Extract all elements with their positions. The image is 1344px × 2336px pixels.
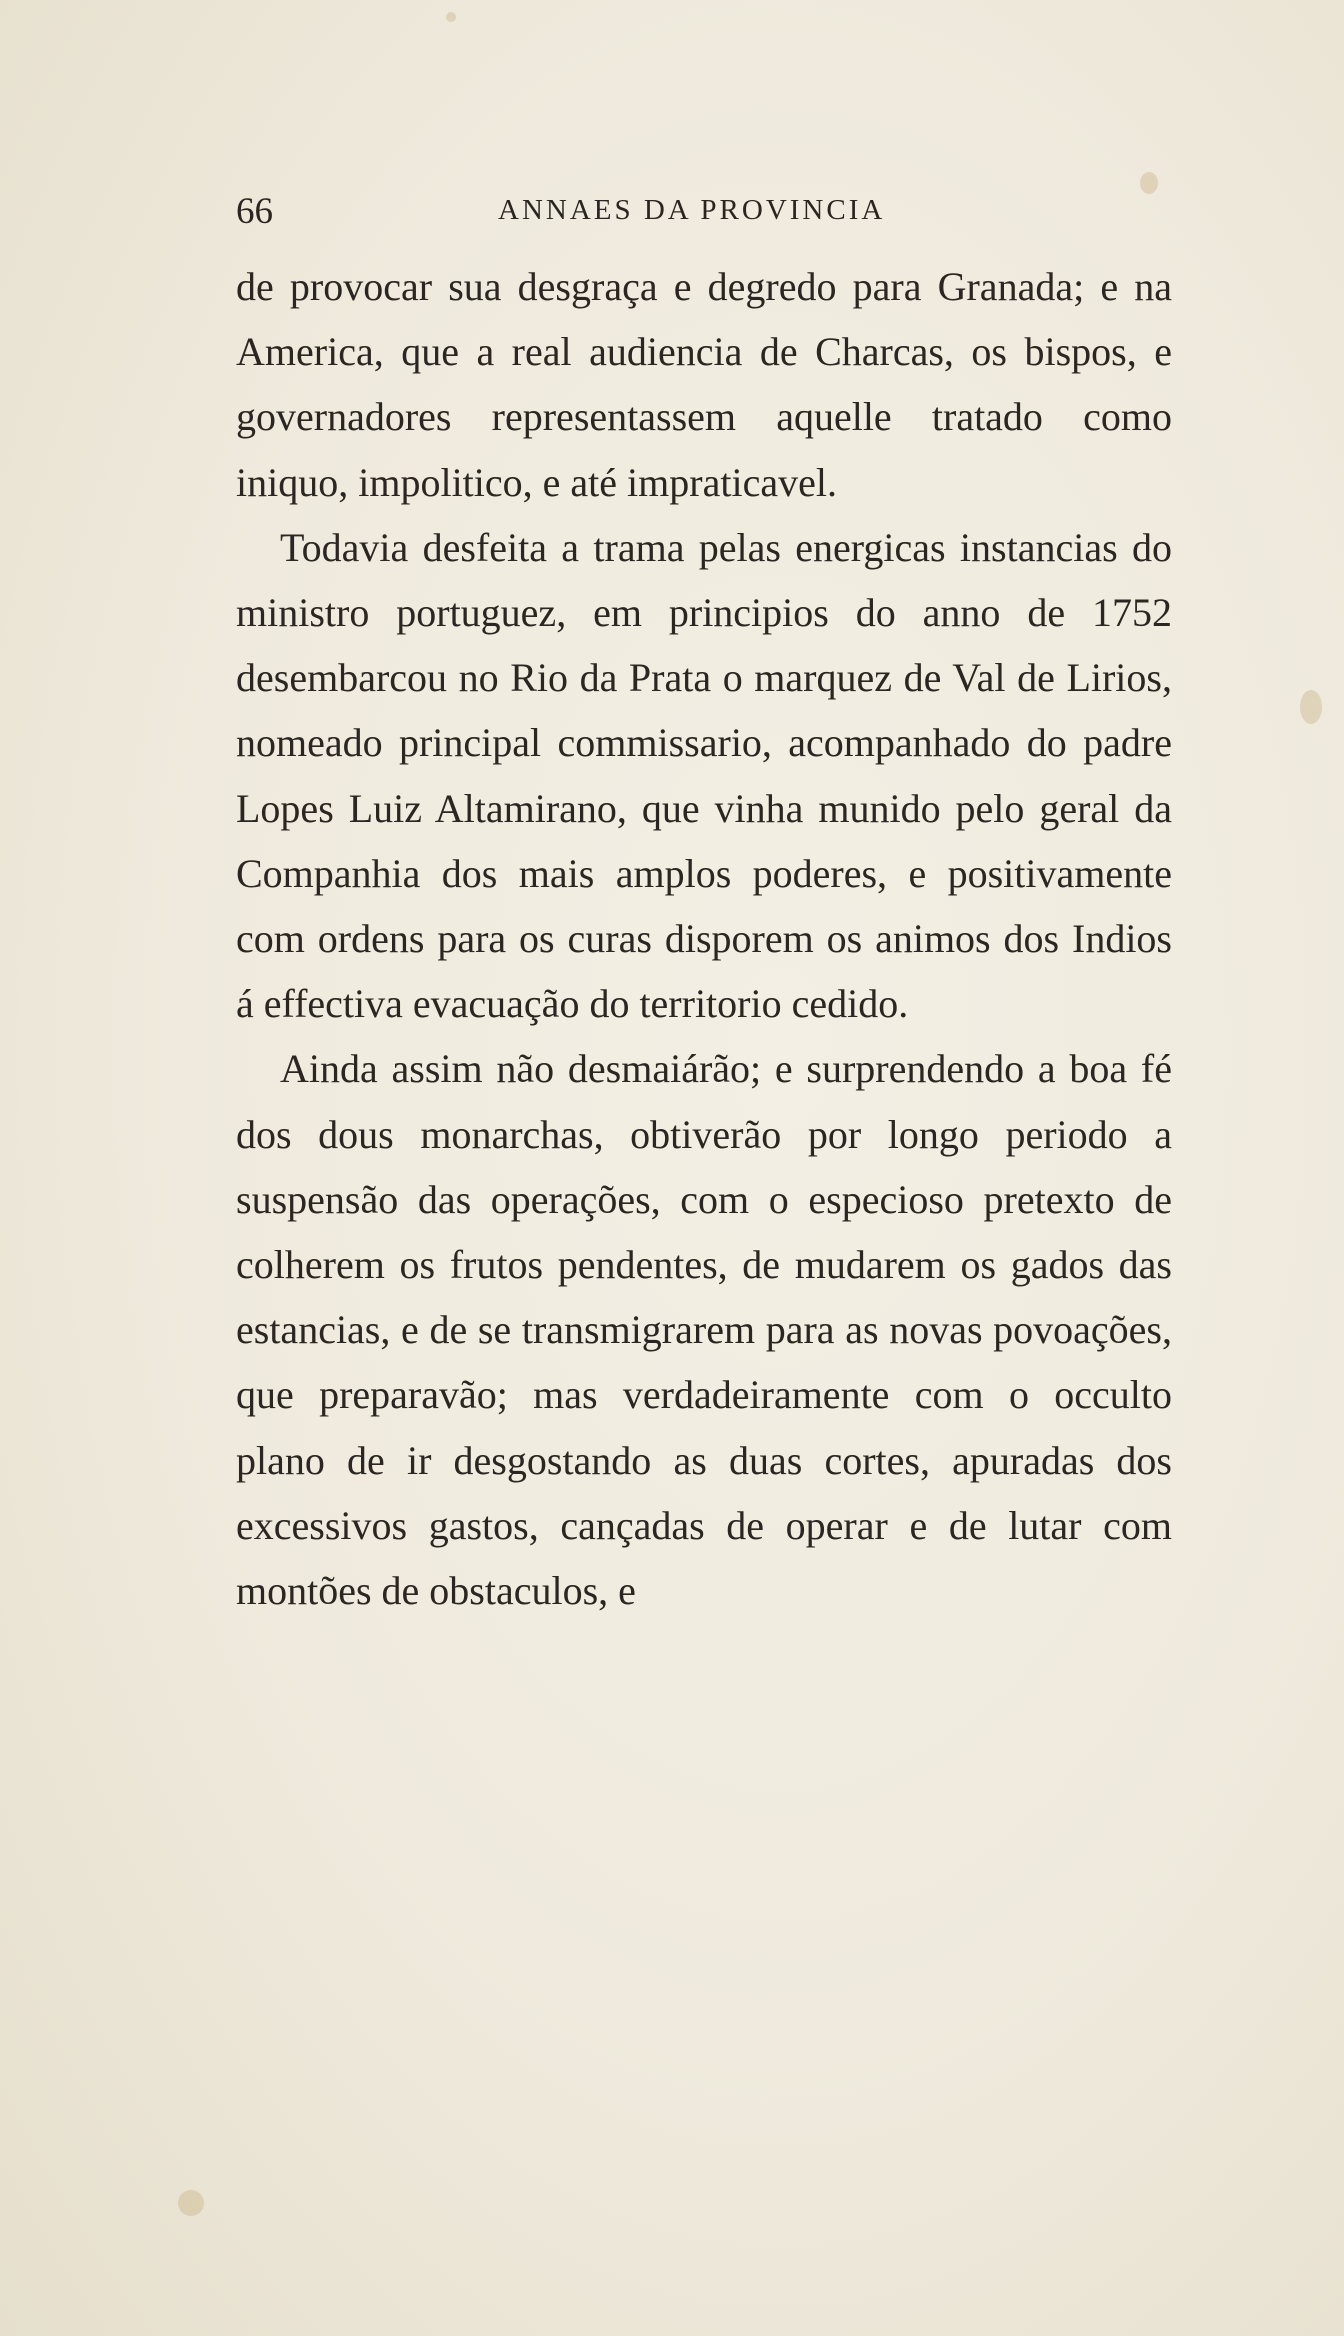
paper-stain	[178, 2190, 204, 2216]
page-header	[236, 180, 1166, 240]
paragraph-3: Ainda assim não desmaiárão; e surprendendo a boa fé dos dous monarchas, obtiverão por longo periodo a suspensão das operações, com o especioso pretexto de colherem os frutos pendentes, de mudarem os gados das estancias, e de se transmigrarem para as novas povoações, que preparavão; mas verdadeiramente com o occulto plano de ir desgostando as duas cortes, apuradas dos excessivos gastos, cançadas de operar e de lutar com montões de obstaculos, e	[236, 1046, 1172, 1614]
running-head: ANNAES DA PROVINCIA	[498, 194, 886, 226]
paper-stain	[446, 12, 456, 22]
page-number: 66	[236, 191, 273, 232]
body-text	[236, 254, 1172, 1623]
paper-stain	[1300, 690, 1322, 724]
paragraph-2: Todavia desfeita a trama pelas energicas instancias do ministro portuguez, em principios do anno de 1752 desembarcou no Rio da Prata o marquez de Val de Lirios, nomeado principal commissario, acompanhado do padre Lopes Luiz Altamirano, que vinha munido pelo geral da Companhia dos mais amplos poderes, e positivamente com ordens para os curas disporem os animos dos Indios á effectiva evacuação do territorio cedido.	[236, 524, 1172, 1027]
paragraph-1: de provocar sua desgraça e degredo para Granada; e na America, que a real audiencia de Charcas, os bispos, e governadores representassem aquelle tratado como iniquo, impolitico, e até impraticavel.	[236, 264, 1172, 505]
